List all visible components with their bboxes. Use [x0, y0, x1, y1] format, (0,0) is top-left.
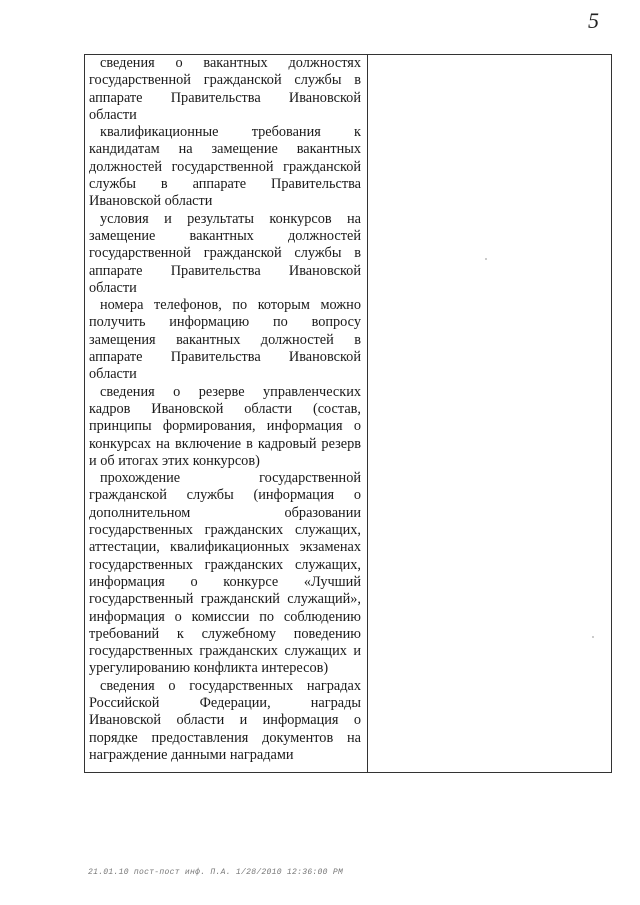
scan-speck	[592, 636, 594, 638]
table-item-vacancies: сведения о вакантных должностях государственной гражданской службы в аппарате Правительства Ивановской области	[89, 55, 361, 123]
content-table	[84, 54, 612, 773]
table-item-qualification-requirements: квалификационные требования к кандидатам на замещение вакантных должностей государственной гражданской службы в аппарате Правительства Ивановской области	[89, 124, 361, 210]
table-right-column	[368, 55, 611, 772]
table-left-column	[89, 55, 361, 764]
table-item-state-awards: сведения о государственных наградах Российской Федерации, награды Ивановской области и информация о порядке предоставления документов на награждение данными наградами	[89, 677, 361, 763]
table-item-phone-numbers: номера телефонов, по которым можно получить информацию по вопросу замещения вакантных должностей в аппарате Правительства Ивановской области	[89, 297, 361, 383]
page-number: 5	[588, 8, 599, 33]
table-item-management-reserve: сведения о резерве управленческих кадров Ивановской области (состав, принципы формирования, информация о конкурсах на включение в кадровый резерв и об итогах этих конкурсов)	[89, 383, 361, 469]
table-item-civil-service-passage: прохождение государственной гражданской службы (информация о дополнительном образовании государственных гражданских служащих, аттестации, квалификационных экзаменах государственных гражданских служащих, информация о конкурсе «Лучший государственный гражданский служащий», информация о комиссии по соблюдению требований к служебному поведению государственных гражданских служащих и урегулированию конфликта интересов)	[89, 470, 361, 677]
footer-stamp: 21.01.10 пост-пост инф. П.А. 1/28/2010 12:36:00 PM	[88, 868, 344, 877]
scan-speck	[485, 258, 487, 260]
table-item-competition-results: условия и результаты конкурсов на замещение вакантных должностей государственной гражданской службы в аппарате Правительства Ивановской области	[89, 210, 361, 296]
